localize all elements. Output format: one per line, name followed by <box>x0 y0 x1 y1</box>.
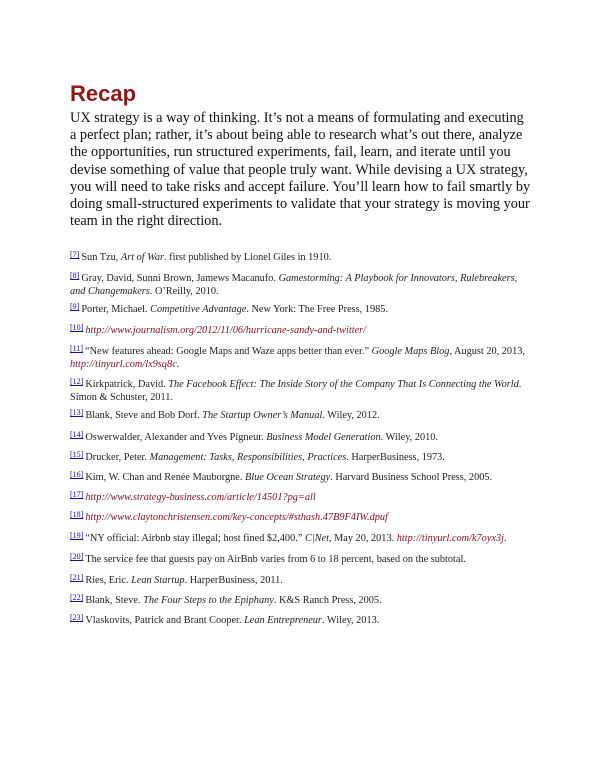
footnote-item <box>70 571 532 587</box>
footnote-text: Porter, Michael. <box>81 304 151 315</box>
footnote-item <box>70 428 532 444</box>
footnote-title: The Four Steps to the Epiphany <box>143 595 274 606</box>
footnote-title: Business Model Generation <box>266 432 381 443</box>
footnote-ref-link[interactable]: [23] <box>70 613 84 622</box>
footnote-ref-link[interactable]: [11] <box>70 344 84 353</box>
footnote-text: Gray, David, Sunni Brown, Jamews Macanufo. <box>81 273 279 284</box>
footnote-title: Art of War <box>120 252 165 263</box>
footnote-ref-link[interactable]: [8] <box>70 271 80 280</box>
footnote-title: Google Maps Blog <box>371 346 450 357</box>
footnote-ref-link[interactable]: [9] <box>70 302 80 311</box>
footnote-text: Kim, W. Chan and Renée Mauborgne. <box>85 472 245 483</box>
footnote-ref-link[interactable]: [22] <box>70 593 84 602</box>
footnote-item <box>70 321 532 337</box>
footnote-title: Lean Startup <box>131 575 185 586</box>
footnote-text: Blank, Steve. <box>85 595 144 606</box>
section-heading: Recap <box>70 81 137 106</box>
footnote-item <box>70 550 532 566</box>
footnote-item <box>70 342 532 371</box>
footnote-ref-link[interactable]: [21] <box>70 573 84 582</box>
footnote-text: . New York: The Free Press, 1985. <box>246 304 388 315</box>
footnote-text: . HarperBusiness, 2011. <box>184 575 283 586</box>
footnote-title: Management: Tasks, Responsibilities, Practices <box>149 452 347 463</box>
footnote-title: Competitive Advantage <box>150 304 247 315</box>
footnote-text: Oswerwalder, Alexander and Yves Pigneur. <box>85 432 267 443</box>
footnote-title: The Facebook Effect: The Inside Story of the Company That Is Connecting the World <box>168 379 519 390</box>
footnote-item <box>70 375 532 404</box>
footnote-text: . O’Reilly, 2010. <box>149 286 219 297</box>
footnote-text: . Wiley, 2012. <box>322 410 380 421</box>
footnote-text: . Wiley, 2010. <box>380 432 438 443</box>
footnote-text: Sun Tzu, <box>81 252 121 263</box>
footnote-ref-link[interactable]: [12] <box>70 377 84 386</box>
footnote-ref-link[interactable]: [7] <box>70 250 80 259</box>
footnote-ref-link[interactable]: [13] <box>70 408 84 417</box>
footnote-url-link[interactable]: http://tinyurl.com/lx9sq8c <box>70 359 177 370</box>
footnote-title: C|Net <box>304 533 329 544</box>
recap-paragraph: UX strategy is a way of thinking. It’s not a means of formulating and executing a perfect plan; rather, it’s about being able to research what’s out there, analyze the opportunities, run structured experiments, fail, learn, and iterate until you devise something of value that people truly want. While devising a UX strategy, you will need to take risks and accept failure. You’ll learn how to fail smartly by doing small-structured experiments to validate that your strategy is moving your team in the right direction. <box>70 110 531 230</box>
footnote-title: Gamestorming: A Playbook for Innovators, Rulebreakers, and Changemakers <box>70 273 518 297</box>
footnote-item <box>70 591 532 607</box>
footnote-item <box>70 508 532 524</box>
footnote-text: Kirkpatrick, David. <box>85 379 169 390</box>
footnote-title: Lean Entrepreneur <box>244 615 322 626</box>
footnote-text: “New features ahead: Google Maps and Waze apps better than ever.” <box>85 346 372 357</box>
footnote-ref-link[interactable]: [18] <box>70 510 84 519</box>
footnote-text: , August 20, 2013, <box>449 346 525 357</box>
footnote-ref-link[interactable]: [17] <box>70 490 84 499</box>
footnote-text: . Simon & Schuster, 2011. <box>70 379 522 403</box>
footnote-ref-link[interactable]: [14] <box>70 430 84 439</box>
footnote-text: , May 20, 2013. <box>328 533 397 544</box>
footnote-ref-link[interactable]: [19] <box>70 531 84 540</box>
footnote-text: Vlaskovits, Patrick and Brant Cooper. <box>85 615 245 626</box>
footnote-title: Blue Ocean Strategy <box>245 472 331 483</box>
footnote-item <box>70 269 532 298</box>
footnote-ref-link[interactable]: [10] <box>70 323 84 332</box>
footnote-url-link[interactable]: http://www.journalism.org/2012/11/06/hurricane-sandy-and-twitter/ <box>85 325 367 336</box>
footnote-item <box>70 248 532 264</box>
footnote-text: . K&S Ranch Press, 2005. <box>273 595 382 606</box>
footnote-text: “NY official: Airbnb stay illegal; host fined $2,400.” <box>85 533 305 544</box>
footnote-title: The Startup Owner’s Manual <box>202 410 323 421</box>
footnote-text: Drucker, Peter. <box>85 452 150 463</box>
footnote-url-link[interactable]: http://www.claytonchristensen.com/key-concepts/#sthash.47B9F4IW.dpuf <box>85 512 388 523</box>
footnote-text: Blank, Steve and Bob Dorf. <box>85 410 203 421</box>
footnote-item <box>70 488 532 504</box>
footnote-text: . HarperBusiness, 1973. <box>346 452 445 463</box>
footnote-text: . first published by Lionel Giles in 1910. <box>164 252 332 263</box>
footnote-item <box>70 406 532 422</box>
footnote-text: . Harvard Business School Press, 2005. <box>330 472 493 483</box>
footnote-item <box>70 468 532 484</box>
footnote-ref-link[interactable]: [15] <box>70 450 84 459</box>
footnote-text: Ries, Eric. <box>85 575 132 586</box>
footnote-item <box>70 611 532 627</box>
footnote-url-link[interactable]: http://tinyurl.com/k7oyx3j <box>396 533 504 544</box>
footnote-ref-link[interactable]: [20] <box>70 552 84 561</box>
footnote-item <box>70 448 532 464</box>
footnote-text: . <box>176 359 180 370</box>
footnote-text: The service fee that guests pay on AirBnb varies from 6 to 18 percent, based on the subtotal. <box>85 554 466 565</box>
footnote-item <box>70 529 532 545</box>
footnote-text: . Wiley, 2013. <box>321 615 380 626</box>
footnote-url-link[interactable]: http://www.strategy-business.com/article/14501?pg=all <box>85 492 316 503</box>
footnote-ref-link[interactable]: [16] <box>70 470 84 479</box>
footnote-item <box>70 300 532 316</box>
footnote-text: . <box>503 533 507 544</box>
